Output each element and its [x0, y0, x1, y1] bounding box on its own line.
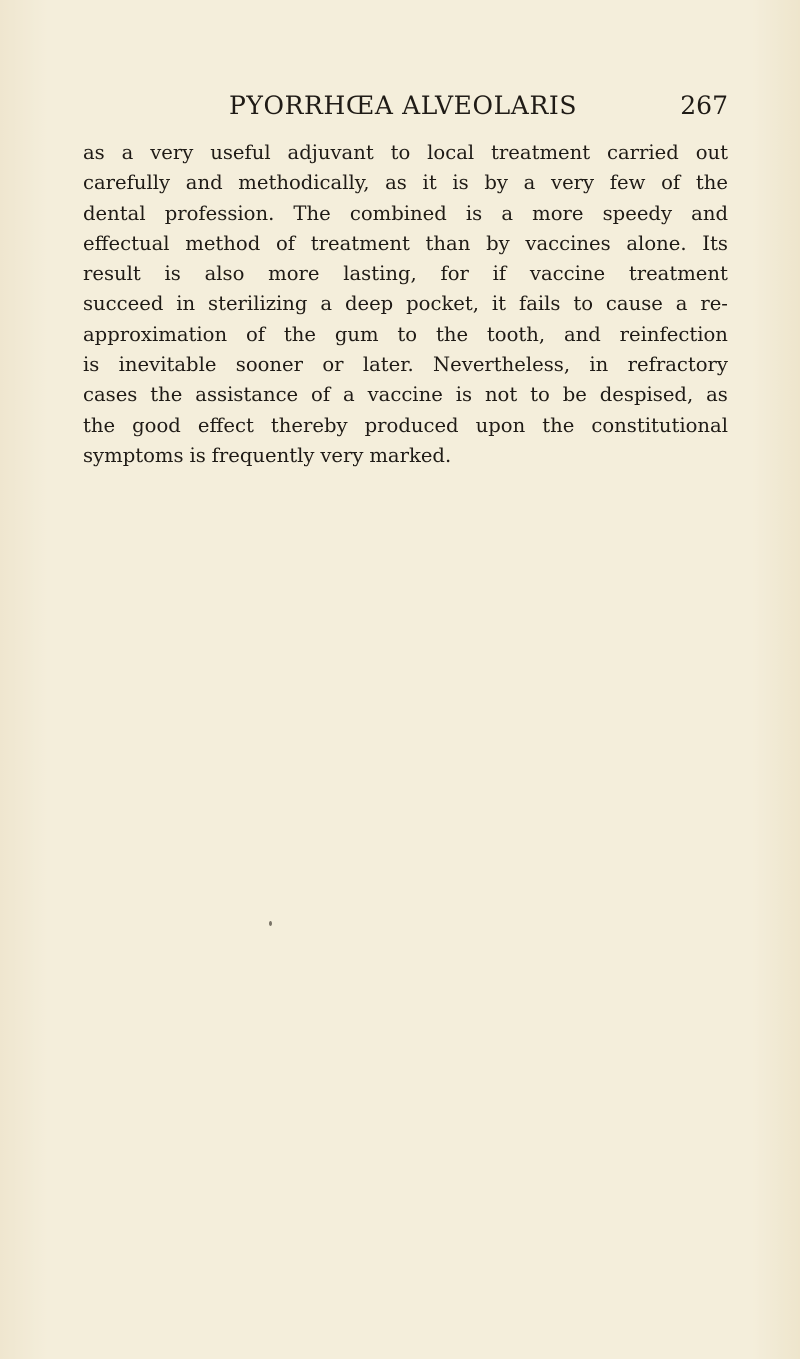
word: thereby — [270, 413, 348, 437]
word: very — [320, 443, 364, 467]
word: of — [245, 322, 265, 346]
running-title: PYORRHŒA ALVEOLARIS — [229, 91, 578, 120]
word: is — [455, 383, 473, 407]
word: is — [465, 201, 483, 225]
word: and — [563, 322, 601, 346]
word: cases — [83, 383, 138, 407]
word: of — [311, 383, 331, 407]
word: re- — [700, 292, 728, 316]
word: gum — [334, 322, 379, 346]
word: tooth, — [486, 322, 546, 346]
text-line — [83, 441, 728, 471]
word: to — [530, 383, 550, 407]
word: reinfection — [619, 322, 728, 346]
word: pocket, — [406, 292, 480, 316]
word: of — [661, 171, 681, 195]
word: as — [706, 383, 728, 407]
word: method — [185, 231, 261, 255]
text-line — [83, 380, 728, 410]
word: succeed — [83, 292, 164, 316]
word: refractory — [627, 353, 728, 377]
word: also — [204, 262, 245, 286]
word: the — [283, 322, 316, 346]
word: it — [491, 292, 507, 316]
word: for — [440, 262, 469, 286]
word: despised, — [599, 383, 694, 407]
word: out — [695, 141, 728, 164]
word: the — [150, 383, 183, 407]
text-line — [83, 320, 728, 350]
word: speedy — [602, 201, 673, 225]
text-line — [83, 229, 728, 259]
word: useful — [210, 141, 271, 164]
word: a — [523, 171, 536, 195]
word: a — [320, 292, 333, 316]
word: frequently — [211, 443, 315, 467]
word: result — [83, 262, 141, 286]
word: marked. — [369, 443, 452, 467]
word: to — [397, 322, 418, 346]
text-line — [83, 289, 728, 319]
word: local — [427, 141, 475, 164]
word: approximation — [83, 322, 228, 346]
word: The — [293, 201, 331, 225]
word: is — [189, 443, 206, 467]
word: combined — [349, 201, 447, 225]
word: very — [551, 171, 595, 195]
word: a — [343, 383, 355, 407]
text-line — [83, 168, 728, 198]
word: vaccines — [525, 231, 611, 255]
word: it — [422, 171, 437, 195]
word: the — [695, 171, 728, 195]
word: later. — [362, 353, 414, 377]
word: sterilizing — [208, 292, 308, 316]
running-head — [84, 86, 728, 126]
word: very — [150, 141, 194, 164]
word: assistance — [195, 383, 299, 407]
word: good — [132, 413, 181, 437]
word: vaccine — [529, 262, 606, 286]
text-line — [83, 138, 728, 168]
word: dental — [83, 201, 146, 225]
word: fails — [518, 292, 561, 316]
word: carefully — [83, 171, 171, 195]
text-line — [83, 411, 728, 441]
word: Its — [702, 231, 728, 255]
word: more — [268, 262, 320, 286]
word: a — [501, 201, 514, 225]
page-number: 267 — [680, 91, 728, 120]
word: few — [609, 171, 646, 195]
word: and — [185, 171, 223, 195]
text-line — [83, 259, 728, 289]
word: than — [425, 231, 471, 255]
word: sooner — [235, 353, 303, 377]
word: in — [176, 292, 196, 316]
word: profession. — [164, 201, 275, 225]
word: of — [275, 231, 296, 255]
word: constitutional — [591, 413, 728, 437]
word: produced — [364, 413, 459, 437]
word: cause — [605, 292, 663, 316]
word: be — [562, 383, 587, 407]
word: and — [691, 201, 728, 225]
word: lasting, — [343, 262, 417, 286]
word: is — [83, 353, 100, 377]
word: a — [675, 292, 688, 316]
word: by — [484, 171, 508, 195]
paper-speck — [269, 921, 272, 926]
text-line — [83, 199, 728, 229]
word: effectual — [83, 231, 170, 255]
word: symptoms — [83, 443, 184, 467]
word: in — [589, 353, 609, 377]
word: the — [83, 413, 116, 437]
word: by — [486, 231, 510, 255]
word: Nevertheless, — [433, 353, 571, 377]
word: or — [322, 353, 344, 377]
word: carried — [607, 141, 679, 164]
word: not — [484, 383, 518, 407]
word: alone. — [626, 231, 687, 255]
word: treatment — [491, 141, 591, 164]
word: as — [83, 141, 105, 164]
word: to — [390, 141, 411, 164]
word: treatment — [628, 262, 728, 286]
word: effect — [197, 413, 254, 437]
word: more — [532, 201, 584, 225]
word: a — [121, 141, 134, 164]
word: methodically, — [238, 171, 370, 195]
text-line — [83, 350, 728, 380]
word: deep — [344, 292, 394, 316]
word: is — [164, 262, 181, 286]
word: if — [492, 262, 507, 286]
word: the — [435, 322, 469, 346]
word: inevitable — [118, 353, 217, 377]
body-paragraph — [83, 138, 728, 471]
word: to — [573, 292, 594, 316]
word: is — [452, 171, 469, 195]
word: the — [542, 413, 575, 437]
word: as — [385, 171, 407, 195]
word: adjuvant — [287, 141, 374, 164]
word: upon — [475, 413, 526, 437]
word: vaccine — [367, 383, 443, 407]
word: treatment — [310, 231, 410, 255]
